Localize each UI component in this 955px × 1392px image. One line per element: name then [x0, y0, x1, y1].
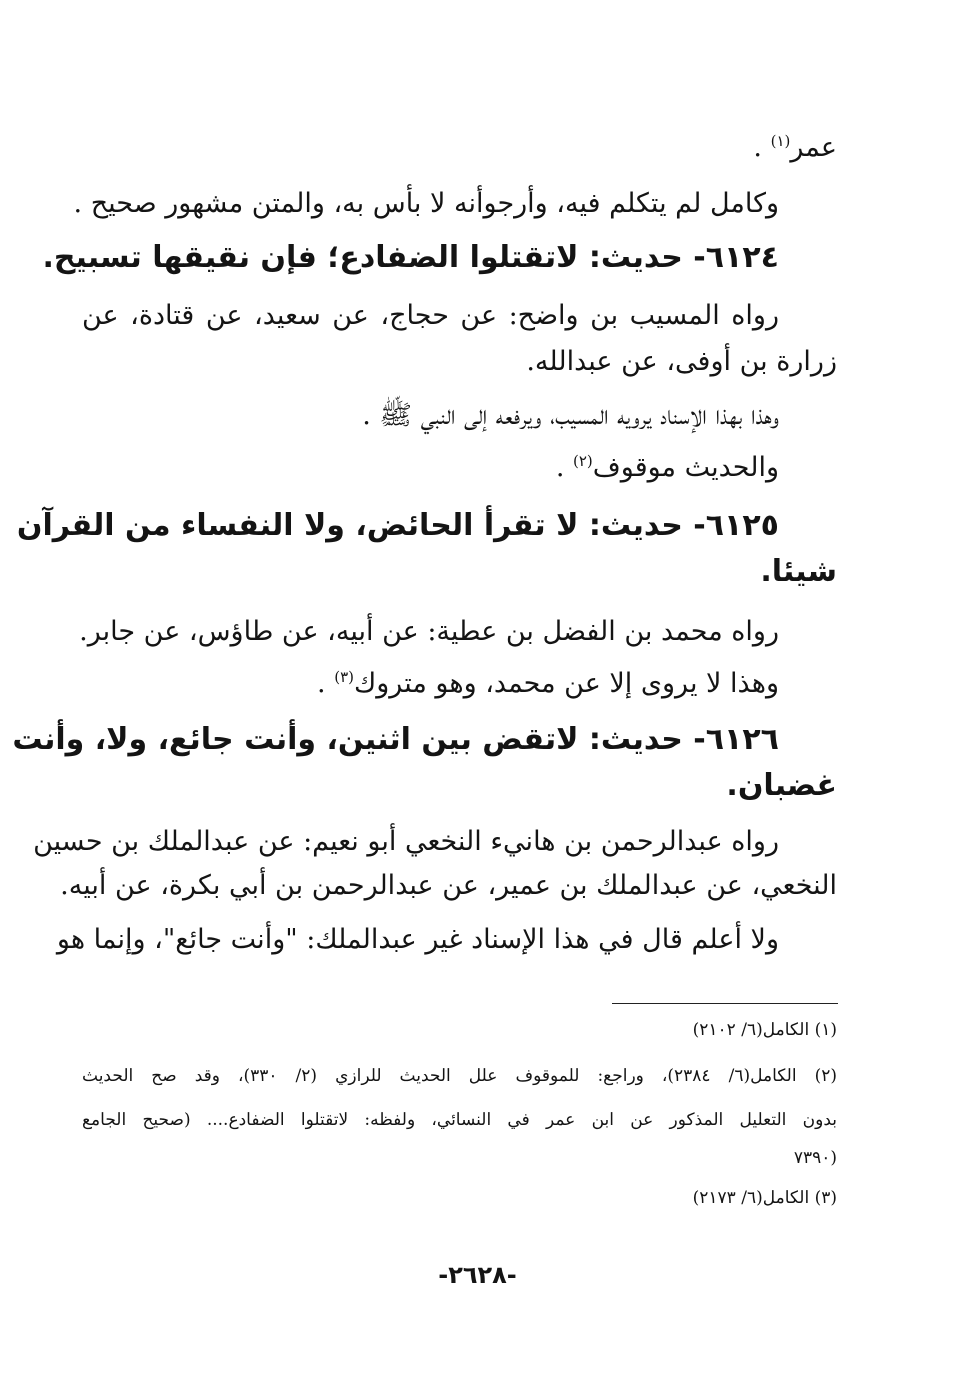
text-line: وهذا بهذا الإسناد يرويه المسيب، ويرفعه إلى النبي ﷺ .	[362, 400, 779, 431]
text-line	[82, 448, 779, 488]
footnote-ref: (٣)	[334, 668, 354, 686]
footnote-separator	[612, 1003, 838, 1004]
page-number: -٢٦٢٨-	[438, 1261, 517, 1289]
footnote-continued: بدون التعليل المذكور عن ابن عمر في النسائي، ولفظه: لاتقتلوا الضفادع.... (صحيح الجامع	[82, 1110, 837, 1130]
footnote: (٢) الكامل(٦/ ٢٣٨٤)، وراجع: للموقوف علل الحديث للرازي (٢/ ٣٣٠)، وقد صح الحديث	[82, 1066, 837, 1086]
text-line: النخعي، عن عبدالملك بن عمير، عن عبدالرحمن بن أبي بكرة، عن أبيه.	[60, 870, 837, 901]
hadith-heading: ٦١٢٤- حديث: لاتقتلوا الضفادع؛ فإن نقيقها تسبيح.	[42, 240, 779, 275]
footnote-ref: (١)	[770, 132, 791, 150]
hadith-heading: ٦١٢٥- حديث: لا تقرأ الحائض، ولا النفساء من القرآن	[16, 508, 779, 543]
hadith-heading: ٦١٢٦- حديث: لاتقض بين اثنين، وأنت جائع، ولا، وأنت	[12, 722, 779, 757]
text-line: رواه عبدالرحمن بن هانيء النخعي أبو نعيم: عن عبدالملك بن حسين	[33, 826, 779, 857]
line-text: وهذا لا يروى إلا عن محمد، وهو متروك	[354, 668, 779, 699]
line-tail: .	[555, 452, 573, 483]
line-text: عمر	[790, 132, 837, 163]
line-tail: .	[753, 132, 771, 163]
text-line: زرارة بن أوفى، عن عبدالله.	[526, 346, 837, 377]
text-line	[82, 128, 837, 168]
hadith-heading-continued: شيئا.	[760, 554, 837, 589]
text-line: رواه المسيب بن واضح: عن حجاج، عن سعيد، عن قتادة، عن	[82, 300, 779, 331]
line-tail: .	[317, 668, 335, 699]
text-line	[82, 664, 779, 704]
footnote: (٣) الكامل(٦/ ٢١٧٣)	[692, 1188, 837, 1208]
text-line: رواه محمد بن الفضل بن عطية: عن أبيه، عن طاؤس، عن جابر.	[79, 616, 779, 647]
footnote-ref: (٢)	[572, 452, 593, 470]
footnote-continued: (٧٣٩٠	[793, 1148, 837, 1168]
hadith-heading-continued: غضبان.	[726, 768, 837, 803]
line-text: والحديث موقوف	[592, 452, 779, 483]
footnote: (١) الكامل(٦/ ٢١٠٢)	[692, 1020, 837, 1040]
text-line: ولا أعلم قال في هذا الإسناد غير عبدالملك: "وأنت جائع"، وإنما هو	[56, 924, 779, 955]
text-line: وكامل لم يتكلم فيه، وأرجوأنه لا بأس به، والمتن مشهور صحيح .	[73, 188, 779, 219]
